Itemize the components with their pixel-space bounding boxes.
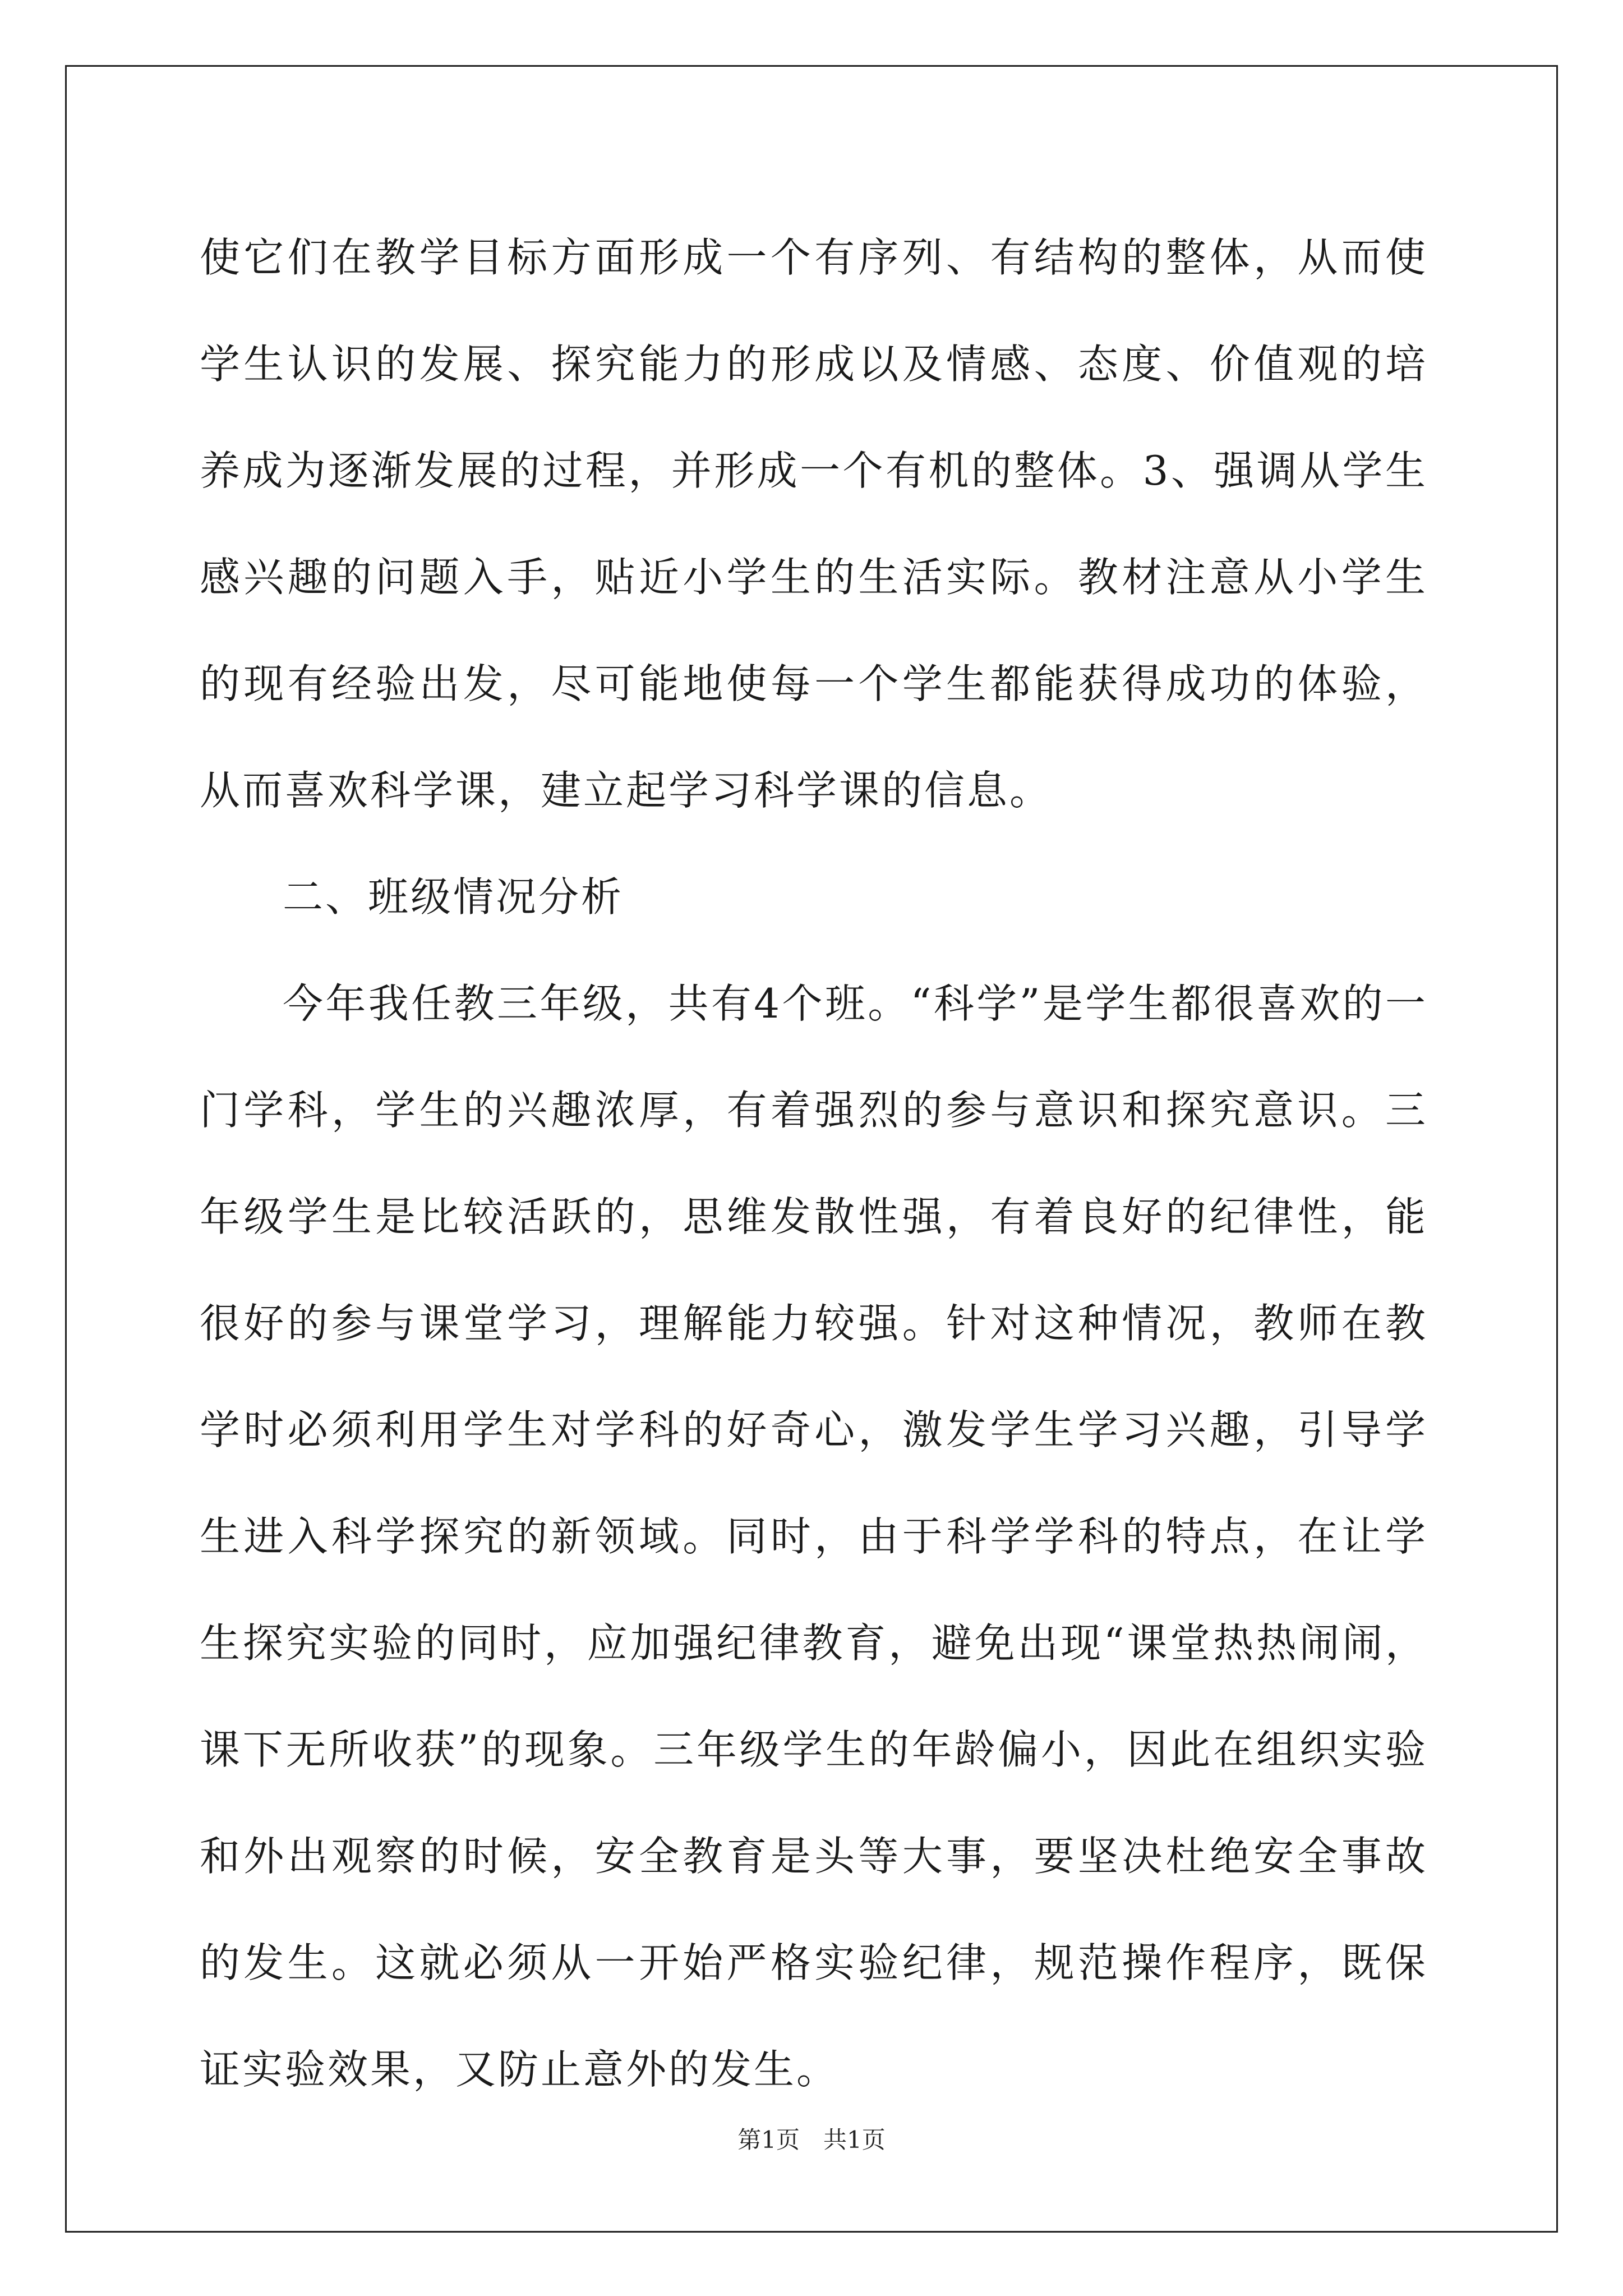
paragraph-class-analysis: 今年我任教三年级，共有4个班。“科学”是学生都很喜欢的一门学科，学生的兴趣浓厚，有着强烈的参与意识和探究意识。三年级学生是比较活跃的，思维发散性强，有着良好的纪律性，能很好的参与课堂学习，理解能力较强。针对这种情况，教师在教学时必须利用学生对学科的好奇心，激发学生学习兴趣，引导学生进入科学探究的新领域。同时，由于科学学科的特点，在让学生探究实验的同时，应加强纪律教育，避免出现“课堂热热闹闹，课下无所收获”的现象。三年级学生的年龄偏小，因此在组织实验和外出观察的时候，安全教育是头等大事，要坚决杜绝安全事故的发生。这就必须从一开始严格实验纪律，规范操作程序，既保证实验效果，又防止意外的发生。	[200, 980, 1428, 2093]
document-body	[200, 204, 1428, 2123]
section-heading-class-analysis: 二、班级情况分析	[283, 873, 624, 921]
paragraph-curriculum-features: 使它们在教学目标方面形成一个有序列、有结构的整体，从而使学生认识的发展、探究能力的形成以及情感、态度、价值观的培养成为逐渐发展的过程，并形成一个有机的整体。3、强调从学生感兴趣的问题入手，贴近小学生的生活实际。教材注意从小学生的现有经验出发，尽可能地使每一个学生都能获得成功的体验，从而喜欢科学课，建立起学习科学课的信息。	[200, 234, 1428, 814]
page-number-footer: 第1页 共1页	[737, 2126, 886, 2154]
